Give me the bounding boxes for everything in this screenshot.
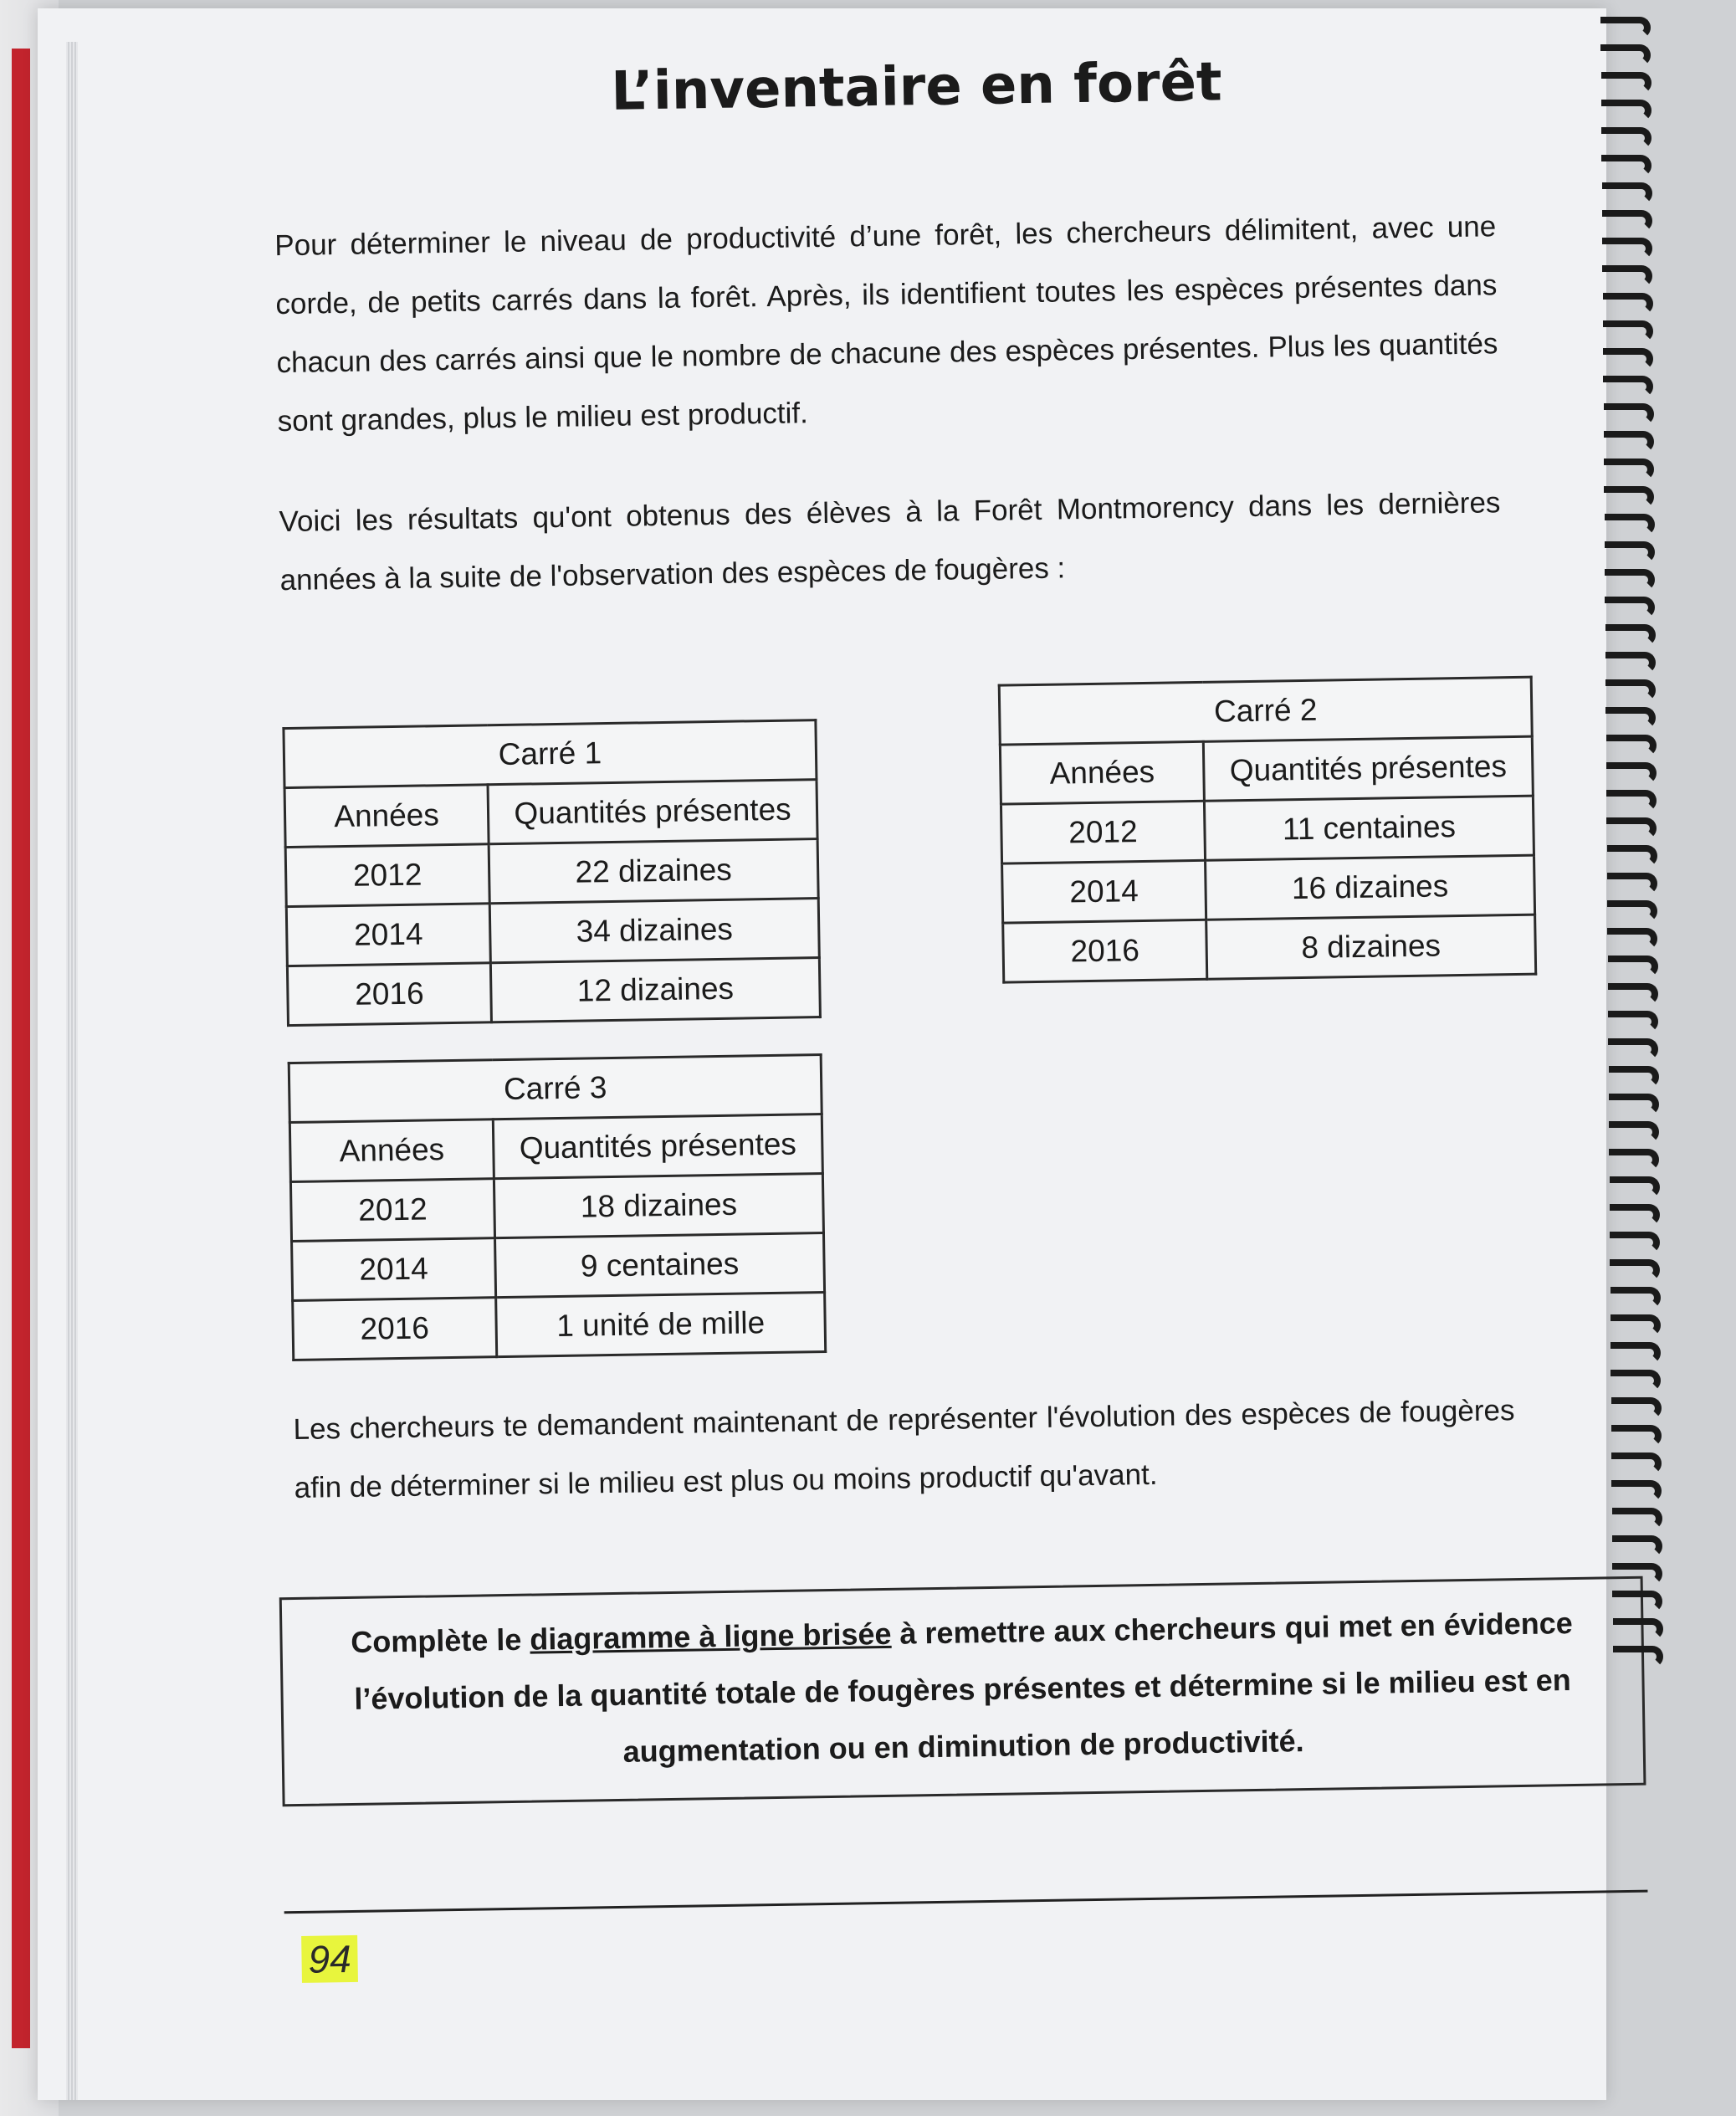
instruction-box — [279, 1576, 1646, 1807]
table-header-row — [284, 780, 817, 848]
spiral-binding — [1594, 17, 1736, 1690]
binding-coil — [1605, 679, 1656, 701]
column-header-years: Années — [284, 785, 489, 848]
binding-coil — [1609, 1094, 1659, 1115]
binding-coil — [1610, 1176, 1660, 1198]
binding-coil — [1602, 182, 1652, 204]
table-caption-row — [284, 720, 817, 788]
instruction-underlined: diagramme à ligne brisée — [530, 1616, 892, 1657]
binding-coil — [1602, 210, 1652, 232]
year-cell: 2016 — [293, 1298, 497, 1360]
quantity-cell: 12 dizaines — [490, 958, 820, 1022]
book-cover-edge — [12, 49, 30, 2048]
binding-coil — [1605, 541, 1655, 563]
table-carre-1 — [282, 719, 822, 1027]
binding-coil — [1611, 1397, 1662, 1419]
binding-coil — [1606, 817, 1657, 839]
binding-coil — [1610, 1204, 1660, 1226]
binding-coil — [1604, 403, 1654, 425]
binding-coil — [1601, 72, 1652, 94]
instruction-suffix: à remettre aux chercheurs qui met en évidence l’évolution de la quantité totale de fougères présentes et détermine si le milieu est en augmentation ou en diminution de productivité. — [354, 1606, 1574, 1769]
binding-coil — [1607, 928, 1657, 950]
table-row — [287, 958, 820, 1026]
column-header-years: Années — [1000, 741, 1204, 804]
column-header-quantities: Quantités présentes — [488, 780, 817, 844]
binding-coil — [1612, 1563, 1662, 1585]
column-header-years: Années — [289, 1119, 494, 1182]
binding-coil — [1606, 762, 1657, 784]
column-header-quantities: Quantités présentes — [493, 1114, 822, 1179]
binding-coil — [1612, 1508, 1662, 1529]
quantity-cell: 16 dizaines — [1206, 855, 1535, 920]
binding-coil — [1601, 155, 1652, 177]
binding-coil — [1601, 100, 1652, 121]
table-row — [292, 1233, 825, 1301]
binding-coil — [1600, 44, 1651, 66]
table-row — [1002, 855, 1535, 923]
binding-coil — [1609, 1066, 1659, 1088]
binding-coil — [1610, 1259, 1660, 1281]
workbook-page — [38, 8, 1606, 2100]
year-cell: 2012 — [290, 1179, 494, 1242]
binding-coil — [1602, 238, 1652, 259]
year-cell: 2016 — [287, 963, 491, 1026]
footer-divider — [284, 1890, 1648, 1914]
quantity-cell: 18 dizaines — [494, 1174, 823, 1238]
binding-coil — [1606, 790, 1657, 812]
instruction-prefix: Complète le — [350, 1622, 530, 1659]
binding-coil — [1611, 1314, 1661, 1336]
table-caption-row — [289, 1055, 822, 1123]
column-header-quantities: Quantités présentes — [1203, 736, 1533, 801]
table-carre-2 — [998, 676, 1538, 984]
page-title: L’inventaire en forêt — [610, 51, 1223, 123]
binding-coil — [1605, 624, 1656, 646]
table-row — [290, 1174, 823, 1242]
quantity-cell: 22 dizaines — [489, 839, 818, 904]
binding-coil — [1609, 1121, 1659, 1143]
table-row — [286, 899, 819, 966]
table-carre-3 — [288, 1053, 827, 1361]
binding-coil — [1603, 320, 1653, 342]
results-paragraph: Voici les résultats qu'ont obtenus des élèves à la Forêt Montmorency dans les dernières années à la suite de l'observation des espèces de fougères : — [279, 486, 1501, 597]
table-caption: Carré 3 — [289, 1055, 822, 1123]
quantity-cell: 11 centaines — [1204, 796, 1534, 860]
binding-coil — [1611, 1480, 1662, 1502]
binding-coil — [1602, 265, 1652, 287]
binding-coil — [1607, 900, 1657, 922]
page-number: 94 — [301, 1935, 358, 1983]
binding-coil — [1612, 1535, 1662, 1557]
binding-coil — [1601, 127, 1652, 149]
binding-coil — [1613, 1618, 1663, 1640]
page-stack-edge — [66, 42, 78, 2100]
binding-coil — [1604, 459, 1654, 480]
table-row — [293, 1293, 826, 1360]
year-cell: 2012 — [1001, 801, 1205, 863]
binding-coil — [1606, 735, 1657, 756]
binding-coil — [1608, 1011, 1658, 1032]
binding-coil — [1611, 1370, 1661, 1391]
table-caption: Carré 2 — [999, 677, 1532, 745]
table-row — [1001, 796, 1534, 863]
binding-coil — [1604, 486, 1654, 508]
binding-coil — [1605, 569, 1655, 591]
binding-coil — [1603, 376, 1653, 397]
binding-coil — [1611, 1425, 1662, 1447]
binding-coil — [1604, 431, 1654, 453]
binding-coil — [1600, 17, 1651, 38]
year-cell: 2014 — [1002, 860, 1206, 923]
binding-coil — [1613, 1646, 1663, 1668]
year-cell: 2016 — [1003, 920, 1207, 982]
binding-coil — [1608, 1038, 1658, 1060]
table-header-row — [289, 1114, 822, 1182]
binding-coil — [1609, 1149, 1659, 1171]
binding-coil — [1608, 983, 1658, 1005]
table-row — [1003, 915, 1536, 982]
intro-paragraph: Pour déterminer le niveau de productivité d’une forêt, les chercheurs délimitent, avec une corde, de petits carrés dans la forêt. Après, ils identifient toutes les espèces présentes dans chacun des carrés ainsi que le nombre de chacune des espèces présentes. Plus les quantités sont grandes, plus le milieu est productif. — [274, 210, 1498, 438]
year-cell: 2012 — [285, 844, 489, 907]
binding-coil — [1611, 1287, 1661, 1309]
binding-coil — [1603, 293, 1653, 315]
binding-coil — [1605, 514, 1655, 535]
year-cell: 2014 — [286, 904, 490, 966]
binding-coil — [1607, 845, 1657, 867]
quantity-cell: 34 dizaines — [489, 899, 819, 963]
binding-coil — [1611, 1342, 1661, 1364]
table-caption-row — [999, 677, 1532, 745]
binding-coil — [1608, 956, 1658, 977]
binding-coil — [1605, 707, 1656, 729]
table-row — [285, 839, 818, 907]
table-header-row — [1000, 736, 1533, 804]
binding-coil — [1607, 873, 1657, 894]
table-caption: Carré 1 — [284, 720, 817, 788]
request-paragraph: Les chercheurs te demandent maintenant de représenter l'évolution des espèces de fougères afin de déterminer si le milieu est plus ou moins productif qu'avant. — [293, 1394, 1515, 1505]
quantity-cell: 1 unité de mille — [496, 1293, 826, 1357]
binding-coil — [1605, 652, 1656, 674]
binding-coil — [1603, 348, 1653, 370]
year-cell: 2014 — [292, 1238, 496, 1301]
binding-coil — [1611, 1453, 1662, 1474]
quantity-cell: 8 dizaines — [1206, 915, 1536, 979]
quantity-cell: 9 centaines — [495, 1233, 825, 1298]
binding-coil — [1612, 1591, 1662, 1612]
binding-coil — [1605, 597, 1655, 618]
page-content — [230, 45, 1634, 2091]
binding-coil — [1610, 1232, 1660, 1253]
